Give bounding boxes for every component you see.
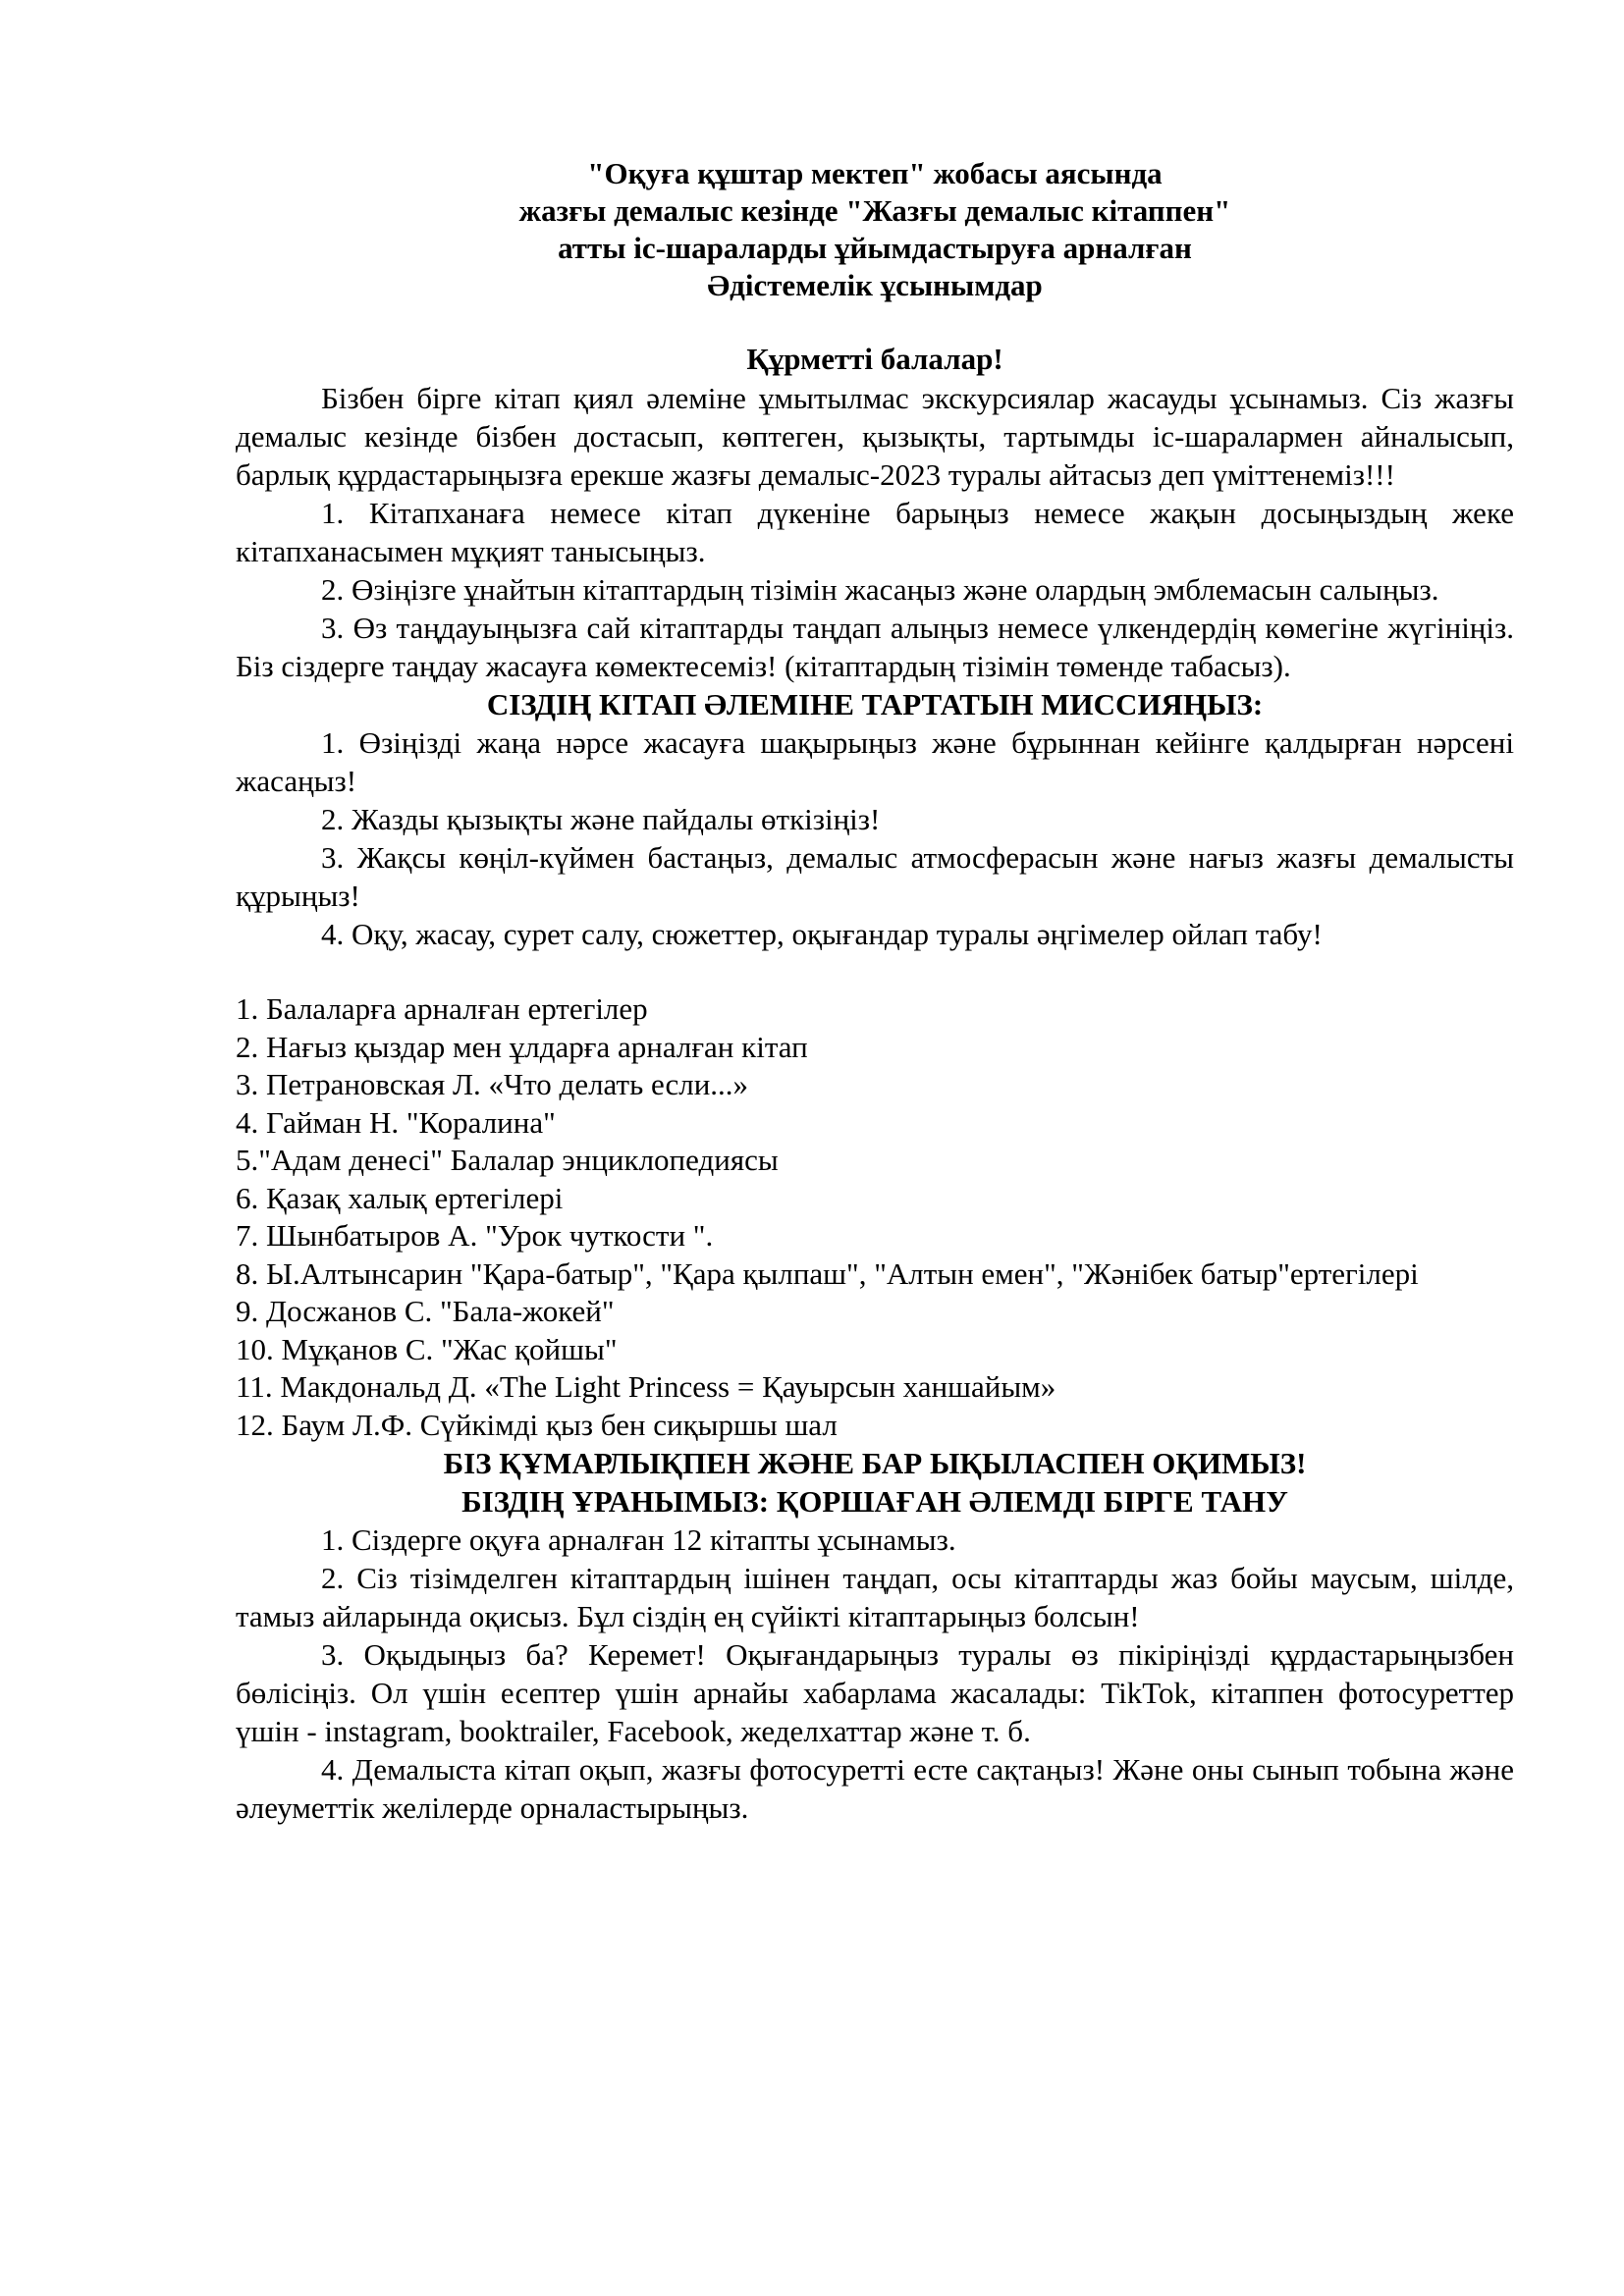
mission-item-2: 2. Жазды қызықты және пайдалы өткізіңіз!	[321, 802, 881, 836]
intro-paragraph: Бізбен бірге кітап қиял әлеміне ұмытылмас экскурсиялар жасауды ұсынамыз. Сіз жазғы демалыс кезінде бізбен достасып, көптеген, қызықты, тартымды іс-шаралармен айналысып, барлық құрдастарыңызға ерекше жазғы демалыс-2023 туралы айтасыз деп үміттенеміз!!!	[236, 381, 1514, 492]
motto-item-4: 4. Демалыста кітап оқып, жазғы фотосуретті есте сақтаңыз! Және оны сынып тобына және әлеуметтік желілерде орналастырыңыз.	[236, 1752, 1514, 1825]
book-list-item: 2. Нағыз қыздар мен ұлдарға арналған кітап	[236, 1029, 808, 1064]
intro-item-2: 2. Өзіңізге ұнайтын кітаптардың тізімін жасаңыз және олардың эмблемасын салыңыз.	[321, 572, 1439, 607]
book-list-item: 12. Баум Л.Ф. Сүйкімді қыз бен сиқыршы шал	[236, 1407, 838, 1442]
document-page	[236, 155, 1514, 1827]
motto-heading-line-1: БІЗ ҚҰМАРЛЫҚПЕН ЖӘНЕ БАР ЫҚЫЛАСПЕН ОҚИМЫЗ!	[443, 1446, 1307, 1480]
intro-item-3: 3. Өз таңдауыңызға сай кітаптарды таңдап алыңыз немесе үлкендердің көмегіне жүгініңіз. Біз сіздерге таңдау жасауға көмектесеміз! (кітаптардың тізімін төменде табасыз).	[236, 611, 1514, 683]
title-line-2: жазғы демалыс кезінде "Жазғы демалыс кітаппен"	[518, 193, 1231, 228]
book-list-item: 10. Мұқанов С. "Жас қойшы"	[236, 1331, 618, 1366]
book-list-item: 9. Досжанов С. "Бала-жокей"	[236, 1294, 615, 1328]
book-list-item: 11. Макдональд Д. «The Light Princess = Қауырсын ханшайым»	[236, 1369, 1056, 1404]
motto-heading	[236, 1444, 1514, 1521]
book-list-item: 3. Петрановская Л. «Что делать если...»	[236, 1067, 749, 1101]
book-list	[236, 990, 1514, 1444]
motto-item-2: 2. Сіз тізімделген кітаптардың ішінен таңдап, осы кітаптарды жаз бойы маусым, шілде, тамыз айларында оқисыз. Бұл сіздің ең сүйікті кітаптарыңыз болсын!	[236, 1561, 1514, 1633]
motto-heading-line-2: БІЗДІҢ ҰРАНЫМЫЗ: ҚОРШАҒАН ӘЛЕМДІ БІРГЕ ТАНУ	[461, 1484, 1288, 1519]
book-list-item: 1. Балаларға арналған ертегілер	[236, 991, 648, 1026]
mission-item-4: 4. Оқу, жасау, сурет салу, сюжеттер, оқығандар туралы әңгімелер ойлап табу!	[321, 917, 1323, 951]
mission-item-3: 3. Жақсы көңіл-күймен бастаңыз, демалыс атмосферасын және нағыз жазғы демалысты құрыңыз!	[236, 840, 1514, 913]
motto-item-3: 3. Оқыдыңыз ба? Керемет! Оқығандарыңыз туралы өз пікіріңізді құрдастарыңызбен бөлісіңіз. Ол үшін есептер үшін арнайы хабарлама жасалады: TikTok, кітаппен фотосуреттер үшін - instagram, booktrailer, Facebook, жеделхаттар және т. б.	[236, 1637, 1514, 1748]
motto-item-1: 1. Сіздерге оқуға арналған 12 кітапты ұсынамыз.	[321, 1522, 956, 1557]
book-list-item: 6. Қазақ халық ертегілері	[236, 1180, 564, 1215]
book-list-item: 4. Гайман Н. "Коралина"	[236, 1104, 556, 1140]
title-line-1: "Оқуға құштар мектеп" жобасы аясында	[587, 156, 1163, 190]
mission-item-1: 1. Өзіңізді жаңа нәрсе жасауға шақырыңыз және бұрыннан кейінге қалдырған нәрсені жасаңыз!	[236, 725, 1514, 798]
book-list-item: 7. Шынбатыров А. "Урок чуткости ".	[236, 1218, 714, 1253]
greeting-heading: Құрметті балалар!	[746, 342, 1003, 376]
title-line-3: атты іс-шараларды ұйымдастыруға арналған	[558, 231, 1192, 265]
intro-item-1: 1. Кітапханаға немесе кітап дүкеніне барыңыз немесе жақын досыңыздың жеке кітапханасымен мұқият танысыңыз.	[236, 496, 1514, 568]
document-title	[236, 155, 1514, 304]
title-line-4: Әдістемелік ұсынымдар	[707, 268, 1043, 302]
book-list-item: 5."Адам денесі" Балалар энциклопедиясы	[236, 1143, 779, 1177]
mission-heading: СІЗДІҢ КІТАП ӘЛЕМІНЕ ТАРТАТЫН МИССИЯҢЫЗ:	[486, 687, 1264, 721]
book-list-item: 8. Ы.Алтынсарин "Қара-батыр", "Қара қылпаш", "Алтын емен", "Жәнібек батыр"ертегілері	[236, 1255, 1419, 1291]
